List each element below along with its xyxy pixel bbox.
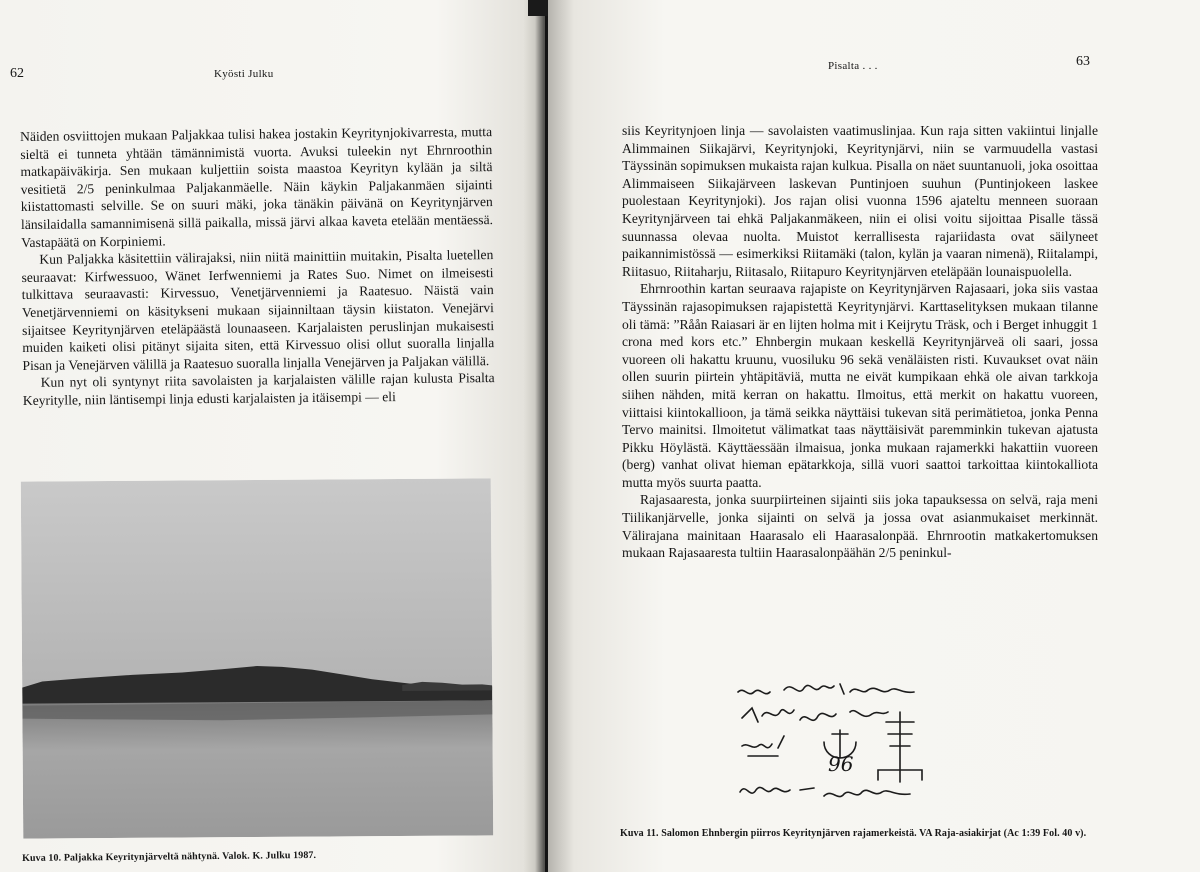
ehnberg-sketch [728,672,978,812]
lake-photo [21,478,493,838]
script-line-3 [742,736,784,756]
right-page [548,0,1200,872]
right-body-text [622,122,1098,562]
paragraph: Kun nyt oli syntynyt riita savolaisten ja karjalaisten välille rajan kulusta Pisalta Keyritylle, niin läntisempi linja edusti karjalaisten ja itäisempi — eli [22,370,495,408]
paragraph: Kun Paljakka käsitettiin välirajaksi, niin niitä mainittiin muitakin, Pisalta luetellen seuraavat: Kirfwessuoo, Wänet Ierfwenniemi ja Rates Suo. Nimet on ilmeisesti tulkittava seuraavasti: Kirvessuo, Venetjärvenniemi ja Raatesuo. Näistä vain Venetjärvenniemi on käsitykseni mukaan sijainniltaan täysin kiistaton. Venejärvi sijaitsee Keyritynjärven eteläpäästä lounaaseen. Karjalaisten peruslinjan mukaisesti muiden kaiketi olisi pitänyt sijaita siten, että Kirvessuo olisi ollut suoralla linjalla Pisan ja Venejärven välillä ja Raatesuo suoralla linjalla Venejärven ja Paljakan välillä. [21,247,495,373]
photo-sky [21,478,492,695]
left-page [0,0,545,872]
running-head-left: Kyösti Julku [214,68,274,80]
figure-caption-right: Kuva 11. Salomon Ehnbergin piirros Keyritynjärven rajamerkeistä. VA Raja-asiakirjat (Ac 1:39 Fol. 40 v). [620,828,1087,839]
photo-water [22,700,493,838]
running-head-right: Pisalta . . . [828,60,878,72]
left-body-text [20,123,495,409]
page-number-left: 62 [10,66,24,81]
paragraph: Näiden osviittojen mukaan Paljakkaa tulisi hakea jostakin Keyritynjokivarresta, mutta sieltä ei tunneta yhtään tämännimistä vuorta. Avuksi tuleekin nyt Ehrnroothin matkapäiväkirja. Sen mukaan kuljettiin soista maastoa Keyrityn kylään ja siltä vesitietä 2/5 peninkulmaa Paljakanmäelle. Näin käykin Paljakanmäen sijainti kiistattomasti selville. Se on suuri mäki, joka tänäkin päivänä on Keyritynjärven länsilaidalla samannimisenä sillä paikalla, missä järvi alkaa kaveta etelään mentäessä. Vastapäätä on Korpiniemi. [20,124,494,250]
script-line-2 [742,708,888,722]
script-line-4 [740,787,910,796]
page-number-right: 63 [1076,54,1090,69]
script-line-1 [738,684,914,694]
paragraph: Ehrnroothin kartan seuraava rajapiste on Keyritynjärven Rajasaari, joka siis vastaa Täyssinän rajasopimuksen rajapistettä Keyritynjärvi. Karttaselityksen mukaan tilanne oli tämä: ”Råån Raiasari är en lijten holma mit i Keijrytu Träsk, och i Berget inhuggit 1 crona med kors etc.” Ehnbergin mukaan keskellä Keyritynjärveä oli saari, jossa vuoreen oli hakattu kruunu, vuosiluku 96 sekä venäläisten risti. Kuvaukset ovat näin ollen suurin piirtein yhtäpitäviä, mutta ne eivät kumpikaan ehkä ole aivan tarkkoja siihen nähden, mitä kerran on hakattu. Ilmoitus, että merkit on hakattu vuoreen, viittaisi kiintokallioon, ja tämä seikka näyttäisi tukevan sitä perimätietoa, jonka Penna Tervo mainitsi. Ilmoitetut välimatkat taas näyttäisivät paremminkin tukevan ajatusta Pikku Höylästä. Käyttäessään ilmaisua, jonka mukaan rajamerkki hakattiin vuoreen (berg) vanhat olivat hieman epätarkkoja, sillä vuori saattoi tarkoittaa kiintokalliota mutta myös suurta paatta. [622,281,1098,490]
paragraph: siis Keyritynjoen linja — savolaisten vaatimuslinjaa. Kun raja sitten vakiintui linjalle Alimmainen Siikajärvi, Keyritynjoki, Keyritynjärvi, niin se varmuudella vastasi Täyssinän sopimuksen mukaista rajan kulkua. Pisalla on näet suuntanuoli, joka osoittaa Alimmaiseen Siikajärveen laskevan Puntinjoen suuhun (Puntinjokeen laskee puolestaan Keyritynjoki). Jos rajan olisi vuonna 1596 ajateltu menneen suoraan Keyritynjärveen tai ehkä Paljakanmäkeen, niin ei olisi voitu sijoittaa Pisalle tässä suunnassa olevaa nuolta. Muistot kerrallisesta rajariidasta ovat säilyneet paikannimistössä — esimerkiksi Riitamäki (talon, kylän ja vaaran nimenä), Riitalampi, Riitasuo, Riitaharju, Riitasalo, Riitapuro Keyritynjärven eteläpään lounaispuolella. [622,123,1098,279]
figure-caption-left: Kuva 10. Paljakka Keyritynjärveltä nähtynä. Valok. K. Julku 1987. [22,849,317,864]
sketch-year-96: 96 [828,752,854,776]
paragraph: Rajasaaresta, jonka suurpiirteinen sijainti siis joka tapauksessa on selvä, raja meni Tiilikanjärvelle, jonka sijainti on selvä ja jossa ovat asianmukaiset merkinnät. Välirajana mainitaan Haarasalo eli Haarasalonpää. Ehrnrootin matkakertomuksen mukaan Rajasaaresta tultiin Haarasalonpäähän 2/5 peninkul- [622,492,1098,561]
cross-mark [878,712,922,782]
